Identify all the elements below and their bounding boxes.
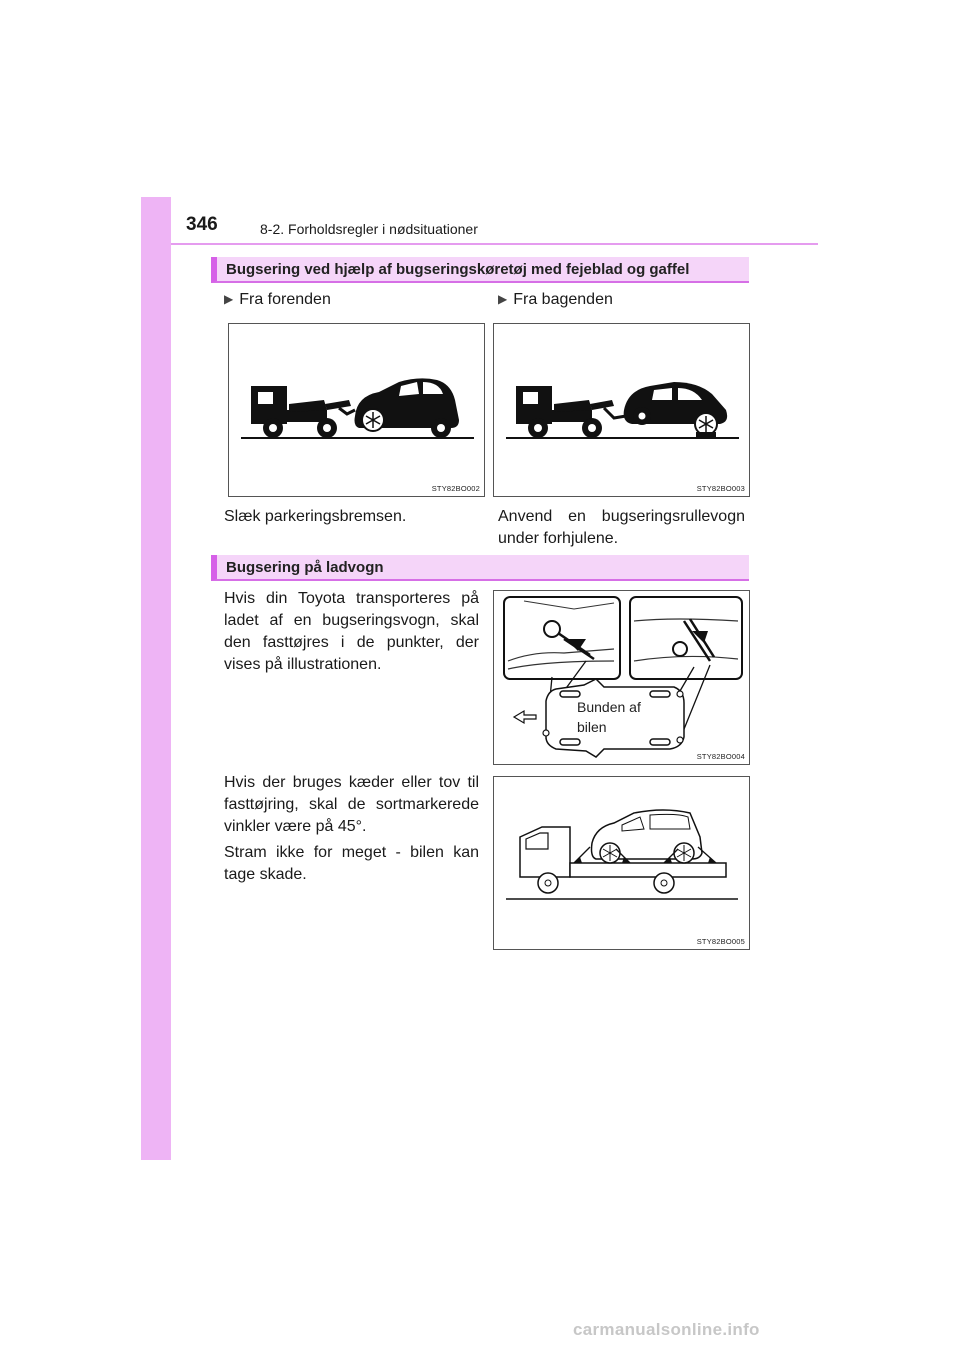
bullet-label: Fra bagenden: [513, 291, 613, 308]
section-heading-text: Bugsering ved hjælp af bugseringskøretøj med fejeblad og gaffel: [226, 261, 690, 278]
tie-down-illustration: [494, 591, 749, 764]
flatbed-illustration: [494, 777, 749, 949]
paragraph-line: fasttøjring, skal de sortmarkerede: [224, 796, 479, 813]
caption-front: Slæk parkeringsbremsen.: [224, 508, 407, 525]
bullet-label: Fra forenden: [239, 291, 331, 308]
page-number: 346: [186, 214, 218, 235]
figure-code: STY82BO004: [696, 752, 745, 761]
bullet-front: [224, 291, 331, 309]
triangle-bullet-icon: ▶: [498, 292, 508, 306]
caption-rear-line2: under forhjulene.: [498, 530, 619, 547]
paragraph-line: Stram ikke for meget - bilen kan: [224, 844, 479, 861]
tow-truck-rear-illustration: [494, 324, 749, 496]
figure-tie-down-points: [493, 590, 750, 765]
paragraph-line: vinkler være på 45°.: [224, 818, 367, 835]
caption-rear-line1: Anvend en bugseringsrullevogn: [498, 508, 745, 525]
figure-code: STY82BO003: [696, 484, 745, 493]
paragraph-line: ladet af en bugseringsvogn, skal: [224, 612, 479, 629]
section-heading-tow-truck: [211, 257, 749, 283]
figure-tow-rear: [493, 323, 750, 497]
figure-tow-front: [228, 323, 485, 497]
bullet-rear: [498, 291, 613, 309]
paragraph-line: Hvis der bruges kæder eller tov til: [224, 774, 479, 791]
chapter-title: 8-2. Forholdsregler i nødsituationer: [260, 221, 478, 237]
header-rule: [171, 243, 818, 245]
callout-label: Bunden af: [577, 699, 641, 715]
paragraph-line: tage skade.: [224, 866, 307, 883]
section-heading-flatbed: [211, 555, 749, 581]
section-heading-text: Bugsering på ladvogn: [226, 559, 384, 576]
figure-flatbed: [493, 776, 750, 950]
chapter-sidebar-tab: [141, 197, 171, 1160]
figure-code: STY82BO005: [696, 937, 745, 946]
figure-code: STY82BO002: [431, 484, 480, 493]
paragraph-line: den fasttøjres i de punkter, der: [224, 634, 479, 651]
paragraph-line: Hvis din Toyota transporteres på: [224, 590, 479, 607]
callout-label: bilen: [577, 719, 607, 735]
paragraph-line: vises på illustrationen.: [224, 656, 382, 673]
tow-truck-front-illustration: [229, 324, 484, 496]
watermark: carmanualsonline.info: [573, 1320, 760, 1339]
triangle-bullet-icon: ▶: [224, 292, 234, 306]
